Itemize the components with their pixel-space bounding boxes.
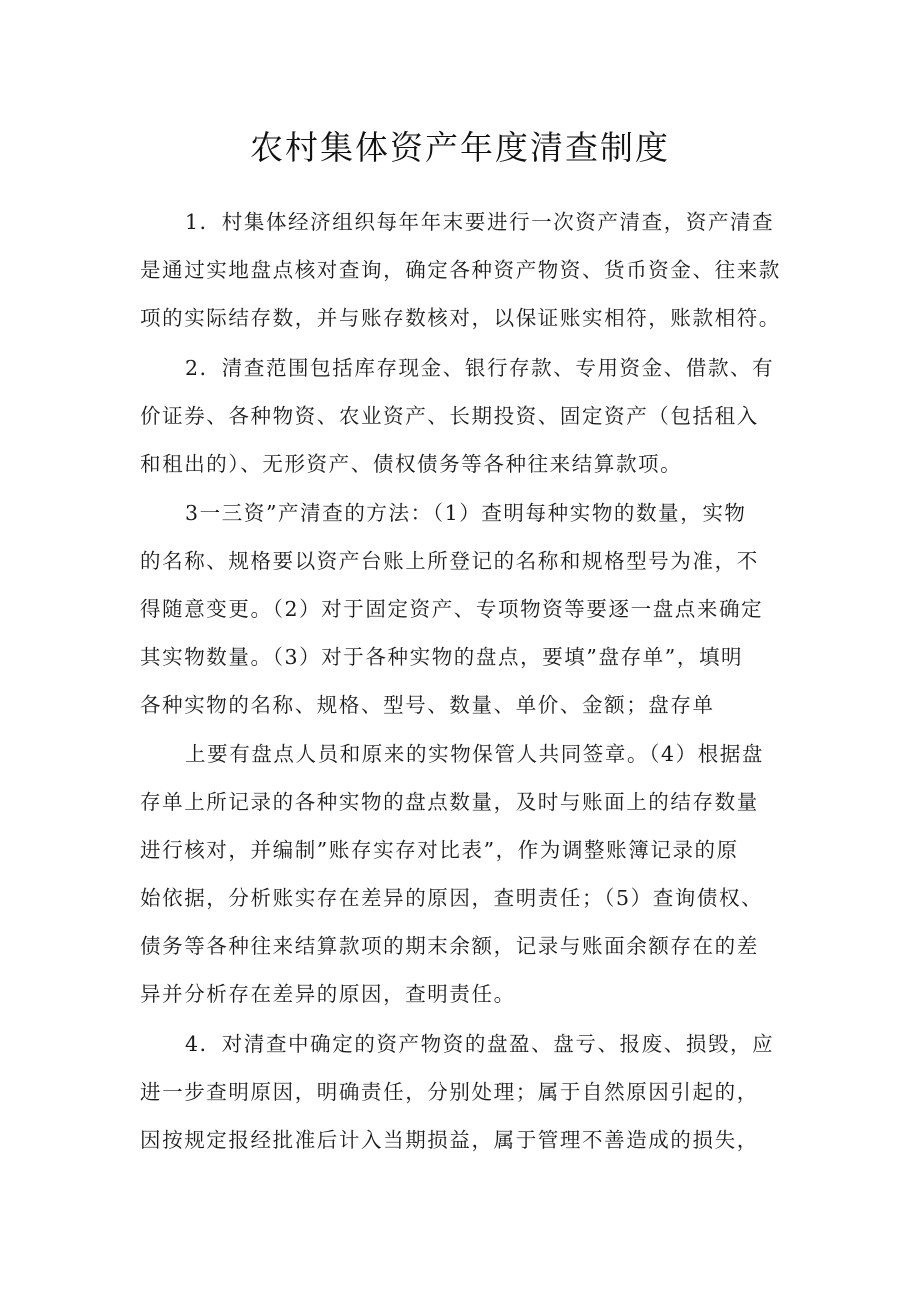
text-line: 项的实际结存数，并与账存数核对，以保证账实相符，账款相符。 <box>140 306 781 330</box>
text-line: 进一步查明原因，明确责任，分别处理；属于自然原因引起的， <box>140 1080 759 1104</box>
text-line: 是通过实地盘点核对查询，确定各种资产物资、货币资金、往来款 <box>140 258 781 282</box>
text-line: 价证券、各种物资、农业资产、长期投资、固定资产（包括租入 <box>140 404 759 428</box>
text-line: 债务等各种往来结算款项的期末余额，记录与账面余额存在的差 <box>140 934 759 958</box>
text-line: 3一三资”产清查的方法：（1）查明每种实物的数量，实物 <box>185 501 747 525</box>
text-line: 得随意变更。（2）对于固定资产、专项物资等要逐一盘点来确定 <box>140 597 764 621</box>
document-title: 农村集体资产年度清查制度 <box>250 128 670 167</box>
text-line: 存单上所记录的各种实物的盘点数量，及时与账面上的结存数量 <box>140 790 759 814</box>
text-line: 因按规定报经批准后计入当期损益，属于管理不善造成的损失， <box>140 1128 759 1152</box>
text-line: 异并分析存在差异的原因，查明责任。 <box>140 982 516 1006</box>
text-line: 和租出的）、无形资产、债权债务等各种往来结算款项。 <box>140 452 683 476</box>
text-line: 的名称、规格要以资产台账上所登记的名称和规格型号为准，不 <box>140 549 759 573</box>
text-line: 2．清查范围包括库存现金、银行存款、专用资金、借款、有 <box>185 356 775 380</box>
text-line: 1．村集体经济组织每年年末要进行一次资产清查，资产清查 <box>185 210 775 234</box>
text-line: 其实物数量。（3）对于各种实物的盘点，要填”盘存单”，填明 <box>140 645 744 669</box>
text-line: 进行核对，并编制”账存实存对比表”，作为调整账簿记录的原 <box>140 838 739 862</box>
text-line: 始依据，分析账实存在差异的原因，查明责任；（5）查询债权、 <box>140 886 764 910</box>
text-line: 上要有盘点人员和原来的实物保管人共同签章。（4）根据盘 <box>185 742 764 766</box>
text-line: 4．对清查中确定的资产物资的盘盈、盘亏、报废、损毁，应 <box>185 1032 775 1056</box>
text-line: 各种实物的名称、规格、型号、数量、单价、金额；盘存单 <box>140 693 715 717</box>
